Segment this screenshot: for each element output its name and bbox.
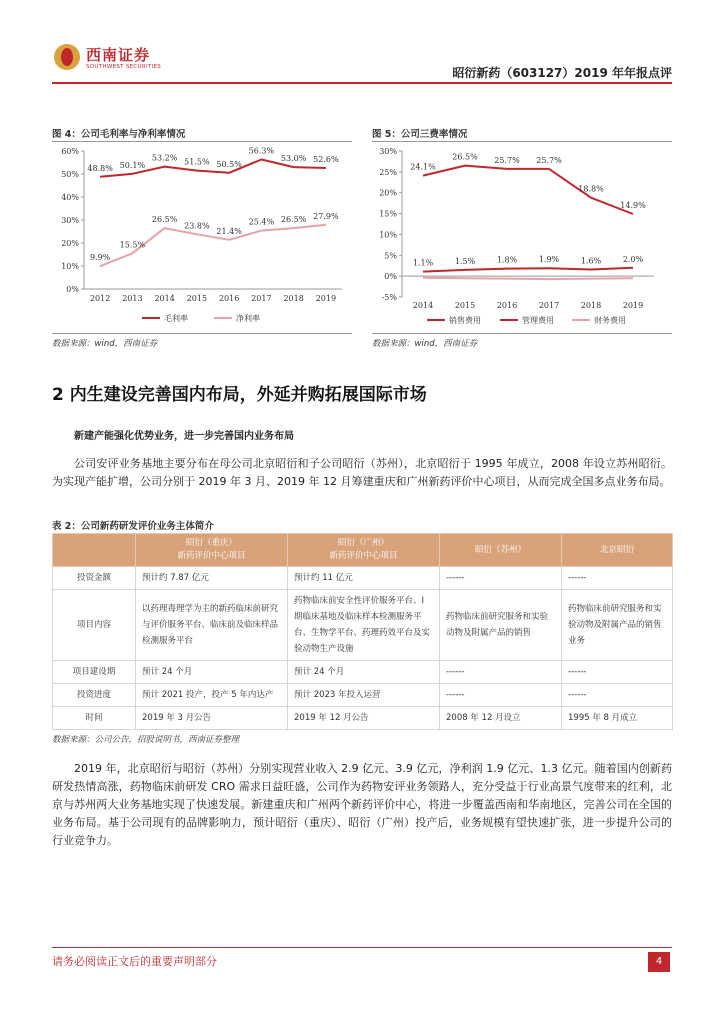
header-line1: 昭衍（广州） bbox=[337, 538, 389, 548]
logo-english-name: SOUTHWEST SECURITIES bbox=[86, 64, 162, 70]
paragraph-2: 2019 年，北京昭衍与昭衍（苏州）分别实现营业收入 2.9 亿元、3.9 亿元，净利润 1.9 亿元、1.3 亿元。随着国内创新药研发热情高涨，药物临床前研发 CRO 需求日益旺盛，公司作为药物安评业务领路人，充分受益于行业高景气度带来的红利，北京与苏州两大业务基地实现了快速发展。新建重庆和广州两个新药评价中心，将进一步覆盖西南和华南地区，完善公司在全国的业务布局。基于公司现有的品牌影响力，预计昭衍（重庆）、昭衍（广州）投产后，业务规模有望快速扩张，进一步提升公司的行业竞争力。 bbox=[52, 762, 672, 847]
data-label: 24.1% bbox=[410, 162, 436, 172]
section-subheading: 新建产能强化优势业务，进一步完善国内业务布局 bbox=[74, 431, 294, 442]
page-number: 4 bbox=[648, 952, 670, 972]
y-tick-label: 60% bbox=[61, 147, 79, 156]
section-heading: 2 内生建设完善国内布局，外延并购拓展国际市场 bbox=[52, 385, 427, 405]
logo-emblem-icon bbox=[54, 44, 80, 70]
data-label: 48.8% bbox=[87, 163, 113, 173]
table-cell: 以药理毒理学为主的新药临床前研究与评价服务平台、临床前及临床样品检测服务平台 bbox=[136, 590, 288, 661]
data-label: 26.5% bbox=[452, 152, 478, 162]
x-tick-label: 2017 bbox=[251, 294, 272, 303]
table-cell: 预计约 7.87 亿元 bbox=[136, 567, 288, 590]
table-cell: ------ bbox=[440, 661, 562, 684]
data-label: 26.5% bbox=[151, 215, 178, 225]
figure5-bottom-rule bbox=[372, 333, 672, 334]
series-line-0 bbox=[423, 268, 633, 272]
figure5-chart bbox=[372, 142, 672, 332]
x-tick-label: 2014 bbox=[412, 301, 434, 310]
table-cell: 预计 2023 年投入运营 bbox=[288, 684, 440, 707]
table-cell: 2019 年 3 月公告 bbox=[136, 707, 288, 730]
figure5-title: 图 5：公司三费率情况 bbox=[372, 129, 468, 140]
figure4-source: 数据来源：wind，西南证券 bbox=[52, 339, 158, 349]
data-label: 14.9% bbox=[620, 200, 646, 210]
table-cell: 2008 年 12 月设立 bbox=[440, 707, 562, 730]
x-tick-label: 2019 bbox=[315, 294, 337, 303]
data-label: 23.8% bbox=[184, 221, 210, 231]
data-label: 27.9% bbox=[313, 211, 339, 221]
header-line1: 昭衍（重庆） bbox=[185, 538, 237, 548]
logo-name: 西南证券 bbox=[86, 46, 151, 64]
x-tick-label: 2013 bbox=[122, 294, 143, 303]
legend-label: 销售费用 bbox=[449, 316, 481, 325]
table-row bbox=[53, 661, 673, 684]
data-label: 52.6% bbox=[313, 155, 339, 165]
y-tick-label: -5% bbox=[381, 293, 397, 302]
data-label: 25.7% bbox=[494, 155, 520, 165]
y-tick-label: 25% bbox=[379, 167, 397, 177]
table-cell: 预计约 11 亿元 bbox=[288, 567, 440, 590]
legend-label: 财务费用 bbox=[594, 316, 626, 325]
x-tick-label: 2017 bbox=[538, 301, 560, 310]
data-label: 1.5% bbox=[454, 256, 476, 266]
table-cell: 药物临床前研究服务和实验动物及附属产品的销售业务 bbox=[562, 590, 673, 661]
row-label: 项目内容 bbox=[53, 590, 136, 661]
table-cell: ------ bbox=[440, 567, 562, 590]
x-tick-label: 2012 bbox=[89, 294, 111, 303]
x-tick-label: 2018 bbox=[283, 294, 304, 303]
y-tick-label: 50% bbox=[61, 170, 79, 179]
y-tick-label: 30% bbox=[61, 216, 79, 225]
table2-source: 数据来源：公司公告，招股说明书，西南证券整理 bbox=[52, 735, 240, 745]
table-cell: 预计 2021 投产，投产 5 年内达产 bbox=[136, 684, 288, 707]
y-tick-label: 30% bbox=[379, 147, 397, 156]
table-cell: 药物临床前安全性评价服务平台、I 期临床基地及临床样本检测服务平台、生物学平台、药理药效平台及实验动物生产设施 bbox=[288, 590, 440, 661]
data-label: 26.5% bbox=[280, 215, 307, 225]
footer-divider bbox=[52, 947, 672, 948]
data-label: 1.8% bbox=[496, 255, 518, 265]
table2-header-row bbox=[53, 534, 673, 567]
paragraph-1: 公司安评业务基地主要分布在母公司北京昭衍和子公司昭衍（苏州），北京昭衍于 1995 年成立，2008 年设立苏州昭衍。为实现产能扩增，公司分别于 2019 年 3 月、2019 年 12 月筹建重庆和广州新药评价中心项目，从而完成全国多点业务布局。 bbox=[52, 457, 672, 488]
y-tick-label: 15% bbox=[379, 209, 397, 219]
y-tick-label: 0% bbox=[66, 285, 79, 294]
data-label: 1.9% bbox=[538, 255, 560, 265]
y-tick-label: 0% bbox=[384, 272, 397, 282]
figure4-title: 图 4：公司毛利率与净利率情况 bbox=[52, 129, 186, 140]
table2-header-guangzhou bbox=[288, 534, 440, 567]
header-line2: 新药评价中心项目 bbox=[177, 551, 246, 561]
table-cell: ------ bbox=[562, 661, 673, 684]
y-tick-label: 10% bbox=[379, 230, 397, 240]
x-tick-label: 2016 bbox=[218, 294, 240, 303]
row-label: 项目建设期 bbox=[53, 661, 136, 684]
y-tick-label: 20% bbox=[379, 188, 397, 198]
y-tick-label: 40% bbox=[61, 193, 79, 202]
footer-disclaimer: 请务必阅读正文后的重要声明部分 bbox=[52, 955, 217, 968]
table2-title: 表 2：公司新药研发评价业务主体简介 bbox=[52, 521, 214, 532]
figure4-bottom-rule bbox=[52, 333, 352, 334]
header-divider bbox=[52, 82, 672, 84]
row-label: 投资进度 bbox=[53, 684, 136, 707]
table-cell: ------ bbox=[562, 567, 673, 590]
table-cell: ------ bbox=[440, 684, 562, 707]
table-row bbox=[53, 567, 673, 590]
data-label: 9.9% bbox=[89, 253, 111, 263]
row-label: 时间 bbox=[53, 707, 136, 730]
table2 bbox=[52, 533, 673, 730]
table-row bbox=[53, 707, 673, 730]
data-label: 1.6% bbox=[580, 256, 602, 266]
data-label: 51.5% bbox=[184, 157, 210, 167]
table-cell: 药物临床前研究服务和实验动物及附属产品的销售 bbox=[440, 590, 562, 661]
y-tick-label: 20% bbox=[61, 239, 79, 248]
x-tick-label: 2019 bbox=[622, 301, 644, 310]
x-tick-label: 2014 bbox=[154, 294, 175, 303]
table-cell: 1995 年 8 月成立 bbox=[562, 707, 673, 730]
table-row bbox=[53, 684, 673, 707]
data-label: 15.5% bbox=[119, 240, 146, 250]
y-tick-label: 10% bbox=[61, 262, 79, 271]
legend-label: 管理费用 bbox=[522, 316, 554, 325]
table2-header-beijing: 北京昭衍 bbox=[562, 534, 673, 567]
legend-label: 毛利率 bbox=[164, 314, 188, 323]
report-title: 昭衍新药（603127）2019 年年报点评 bbox=[452, 66, 672, 80]
page-header bbox=[0, 0, 724, 84]
figure4-chart bbox=[52, 142, 352, 332]
table-cell: 预计 24 个月 bbox=[136, 661, 288, 684]
table-row bbox=[53, 590, 673, 661]
y-tick-label: 5% bbox=[384, 251, 397, 261]
legend-label: 净利率 bbox=[236, 314, 260, 323]
data-label: 2.0% bbox=[622, 254, 644, 264]
table2-header-empty bbox=[53, 534, 136, 567]
header-line2: 新药评价中心项目 bbox=[329, 551, 398, 561]
table2-header-chongqing bbox=[136, 534, 288, 567]
x-tick-label: 2015 bbox=[454, 301, 476, 310]
x-tick-label: 2015 bbox=[186, 294, 208, 303]
x-tick-label: 2018 bbox=[580, 301, 602, 310]
data-label: 53.0% bbox=[280, 154, 307, 164]
data-label: 50.5% bbox=[216, 159, 242, 169]
data-label: 53.2% bbox=[151, 153, 178, 163]
table2-header-suzhou: 昭衍（苏州） bbox=[440, 534, 562, 567]
x-tick-label: 2016 bbox=[496, 301, 518, 310]
figure5-source: 数据来源：wind，西南证券 bbox=[372, 339, 478, 349]
data-label: 21.4% bbox=[216, 226, 242, 236]
data-label: 50.1% bbox=[119, 160, 146, 170]
data-label: 25.7% bbox=[536, 155, 562, 165]
series-line-2 bbox=[423, 278, 633, 279]
table-cell: 预计 24 个月 bbox=[288, 661, 440, 684]
table-cell: 2019 年 12 月公告 bbox=[288, 707, 440, 730]
data-label: 56.3% bbox=[248, 146, 275, 156]
row-label: 投资金额 bbox=[53, 567, 136, 590]
company-logo bbox=[54, 40, 184, 80]
data-label: 25.4% bbox=[248, 217, 275, 227]
table-cell: ------ bbox=[562, 684, 673, 707]
data-label: 18.8% bbox=[578, 184, 604, 194]
data-label: 1.1% bbox=[412, 258, 434, 268]
